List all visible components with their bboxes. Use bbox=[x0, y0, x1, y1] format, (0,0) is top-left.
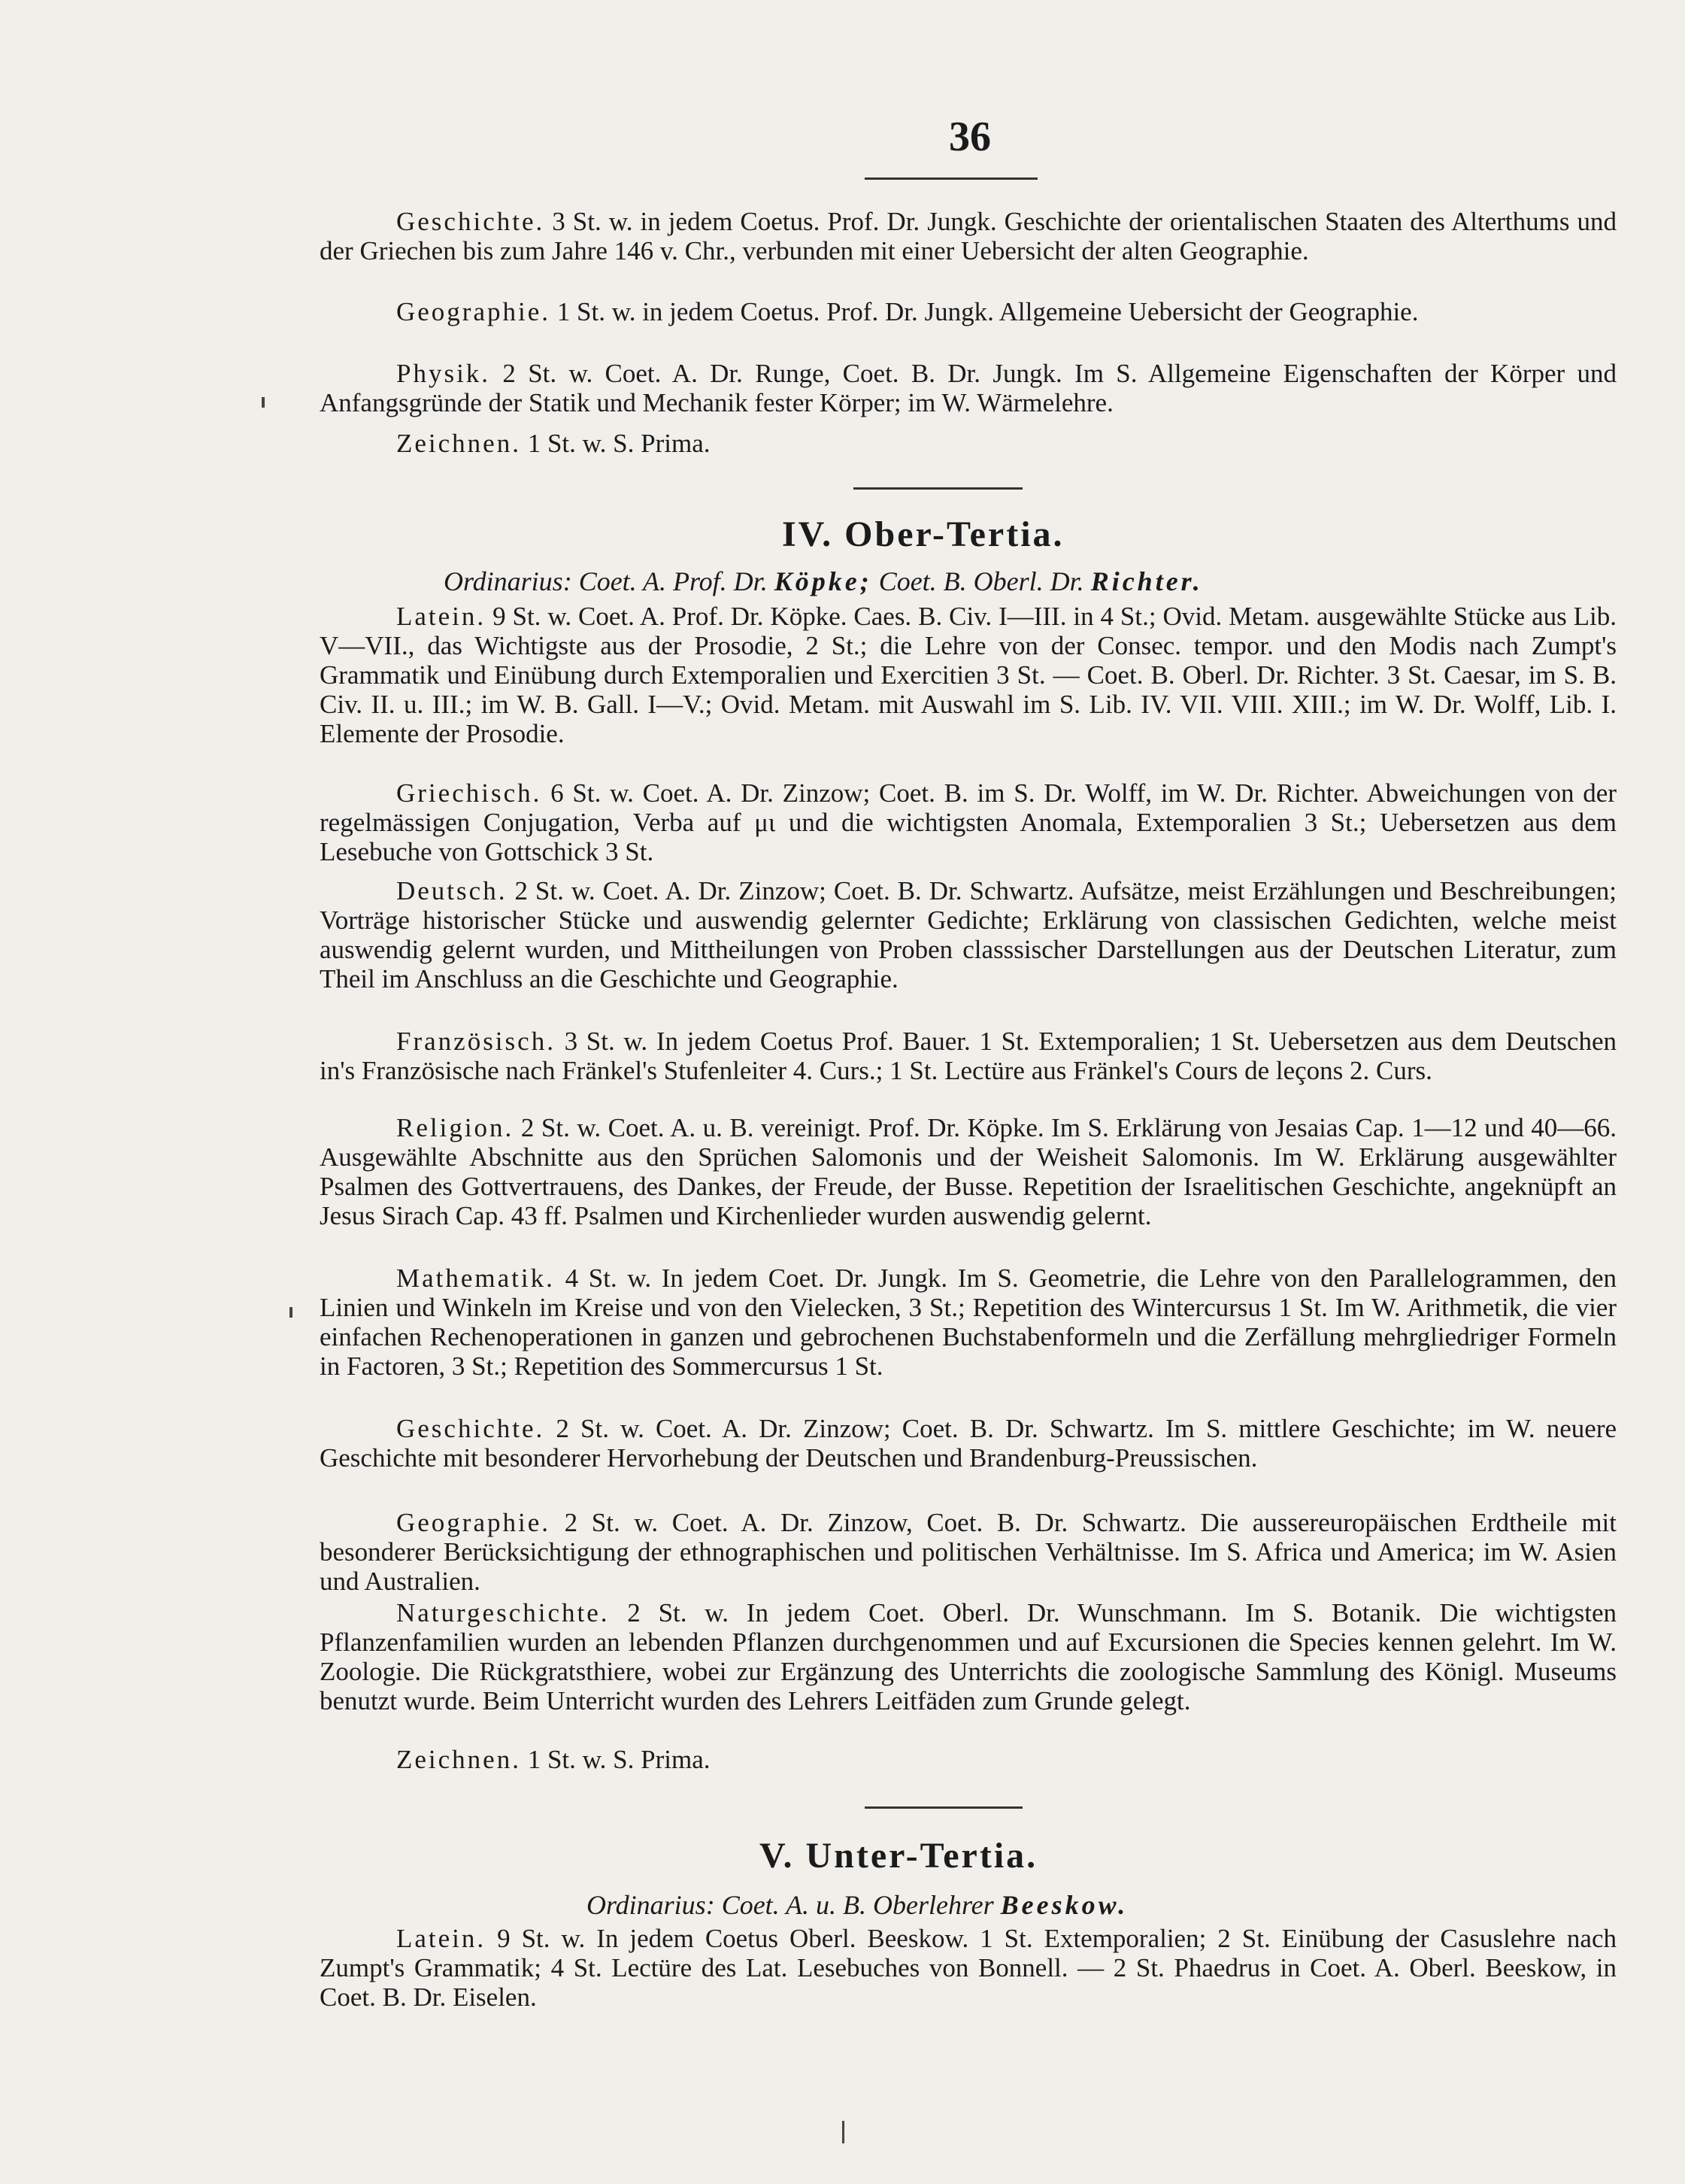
paragraph-zeichnen bbox=[320, 1745, 1617, 1774]
subject-lead: Französisch. bbox=[396, 1027, 556, 1056]
subject-lead: Latein. bbox=[396, 602, 486, 631]
subject-text: 2 St. w. Coet. A. u. B. vereinigt. Prof. Dr. Köpke. Im S. Erklärung von Jesaias Cap. 1—12 und 40—66. Ausgewählte Abschnitte aus den Sprüchen Salomonis und der Weisheit Salomonis. Im W. Erklärung ausgewählter Psalmen des Gottvertrauens, des Dankes, der Freude, der Busse. Repetition der Israelitischen Geschichte, angeknüpft an Jesus Sirach Cap. 43 ff. Psalmen und Kirchenlieder wurden auswendig gelernt. bbox=[320, 1113, 1617, 1230]
paragraph-latein-v bbox=[320, 1924, 1617, 2012]
page-number-rule bbox=[865, 177, 1038, 180]
subject-lead: Mathematik. bbox=[396, 1263, 555, 1293]
paragraph-franzoesisch bbox=[320, 1027, 1617, 1085]
subject-text: 2 St. w. Coet. A. Dr. Zinzow; Coet. B. Dr. Schwartz. Im S. mittlere Geschichte; im W. neuere Geschichte mit besonderer Hervorhebung der Deutschen und Brandenburg-Preussischen. bbox=[320, 1414, 1617, 1473]
paragraph-geographie bbox=[320, 1508, 1617, 1596]
subject-lead: Deutsch. bbox=[396, 876, 508, 905]
paragraph-zeichnen-top bbox=[320, 429, 1617, 458]
ordinarius-text: Coet. A. u. B. Oberlehrer bbox=[721, 1890, 994, 1920]
subject-text: 9 St. w. In jedem Coetus Oberl. Beeskow. 1 St. Extemporalien; 2 St. Einübung der Casuslehre nach Zumpt's Grammatik; 4 St. Lectüre des Lat. Lesebuches von Bonnell. — 2 St. Phaedrus in Coet. A. Oberl. Beeskow, in Coet. B. Dr. Eiselen. bbox=[320, 1924, 1617, 2012]
subject-lead: Religion. bbox=[396, 1113, 514, 1142]
ordinarius-coet-b: Coet. B. Oberl. Dr. bbox=[878, 566, 1084, 596]
subject-text: 1 St. w. in jedem Coetus. Prof. Dr. Jungk. Allgemeine Uebersicht der Geographie. bbox=[556, 297, 1419, 326]
subject-text: 9 St. w. Coet. A. Prof. Dr. Köpke. Caes. B. Civ. I—III. in 4 St.; Ovid. Metam. ausgewählte Stücke aus Lib. V—VII., das Wichtigste aus der Prosodie, 2 St.; die Lehre von der Consec. tempor. und den Modis nach Zumpt's Grammatik und Einübung durch Extemporalien und Exercitien 3 St. — Coet. B. Oberl. Dr. Richter. 3 St. Caesar, im S. B. Civ. II. u. III.; im W. B. Gall. I—V.; Ovid. Metam. mit Auswahl im S. Lib. IV. VII. VIII. XIII.; im W. Dr. Wolff, Lib. I. Elemente der Prosodie. bbox=[320, 602, 1617, 748]
paragraph-religion bbox=[320, 1113, 1617, 1230]
scan-speck bbox=[842, 2121, 844, 2143]
paragraph-naturgeschichte bbox=[320, 1598, 1617, 1715]
subject-text: 3 St. w. In jedem Coetus Prof. Bauer. 1 St. Extemporalien; 1 St. Uebersetzen aus dem Deutschen in's Französische nach Fränkel's Stufenleiter 4. Curs.; 1 St. Lectüre aus Fränkel's Cours de leçons 2. Curs. bbox=[320, 1027, 1617, 1085]
paragraph-latein bbox=[320, 602, 1617, 748]
subject-text: 3 St. w. in jedem Coetus. Prof. Dr. Jungk. Geschichte der orientalischen Staaten des Alterthums und der Griechen bis zum Jahre 146 v. Chr., verbunden mit einer Uebersicht der alten Geographie. bbox=[320, 207, 1617, 265]
subject-text: 2 St. w. Coet. A. Dr. Zinzow; Coet. B. Dr. Schwartz. Aufsätze, meist Erzählungen und Beschreibungen; Vorträge historischer Stücke und auswendig gelernter Gedichte; Erklärung von classischen Gedichten, welche meist auswendig gelernt wurden, und Mittheilungen von Proben classsischer Darstellungen aus der Deutschen Literatur, zum Theil im Anschluss an die Geschichte und Geographie. bbox=[320, 876, 1617, 993]
subject-lead: Griechisch. bbox=[396, 778, 542, 808]
ordinarius-v bbox=[586, 1889, 1128, 1921]
subject-lead: Zeichnen. bbox=[396, 429, 521, 458]
section-title-v: V. Unter-Tertia. bbox=[759, 1836, 1038, 1876]
ordinarius-label: Ordinarius: bbox=[586, 1890, 715, 1920]
paragraph-physik-top bbox=[320, 359, 1617, 417]
subject-text: 2 St. w. Coet. A. Dr. Runge, Coet. B. Dr. Jungk. Im S. Allgemeine Eigenschaften der Körper und Anfangsgründe der Statik und Mechanik fester Körper; im W. Wärmelehre. bbox=[320, 359, 1617, 417]
subject-lead: Zeichnen. bbox=[396, 1745, 521, 1774]
paragraph-deutsch bbox=[320, 876, 1617, 993]
subject-lead: Geschichte. bbox=[396, 1414, 545, 1443]
paragraph-geschichte bbox=[320, 1414, 1617, 1473]
ordinarius-name-a: Köpke; bbox=[774, 566, 872, 596]
section-divider bbox=[853, 487, 1023, 490]
subject-lead: Latein. bbox=[396, 1924, 486, 1953]
paragraph-griechisch bbox=[320, 778, 1617, 866]
section-divider bbox=[865, 1806, 1023, 1809]
scan-speck bbox=[262, 397, 265, 408]
subject-text: 1 St. w. S. Prima. bbox=[527, 1745, 711, 1774]
subject-lead: Geschichte. bbox=[396, 207, 545, 236]
paragraph-mathematik bbox=[320, 1263, 1617, 1381]
paragraph-geschichte-top bbox=[320, 207, 1617, 265]
scan-speck bbox=[289, 1307, 292, 1318]
ordinarius-coet-a: Coet. A. Prof. Dr. bbox=[578, 566, 768, 596]
subject-lead: Naturgeschichte. bbox=[396, 1598, 610, 1627]
page-number: 36 bbox=[949, 114, 991, 160]
subject-text: 4 St. w. In jedem Coet. Dr. Jungk. Im S. Geometrie, die Lehre von den Parallelogrammen, den Linien und Winkeln im Kreise und von den Vielecken, 3 St.; Repetition des Wintercursus 1 St. Im W. Arithmetik, die vier einfachen Rechenoperationen in ganzen und gebrochenen Buchstabenformeln und die Zerfällung mehrgliedriger Formeln in Factoren, 3 St.; Repetition des Sommercursus 1 St. bbox=[320, 1263, 1617, 1381]
ordinarius-iv bbox=[444, 566, 1203, 597]
ordinarius-name-b: Richter. bbox=[1090, 566, 1203, 596]
subject-lead: Geographie. bbox=[396, 297, 551, 326]
paragraph-geographie-top bbox=[320, 297, 1617, 326]
ordinarius-name: Beeskow. bbox=[1000, 1890, 1129, 1920]
subject-text: 2 St. w. In jedem Coet. Oberl. Dr. Wunschmann. Im S. Botanik. Die wichtigsten Pflanzenfamilien wurden an lebenden Pflanzen durchgenommen und auf Excursionen die Species kennen gelehrt. Im W. Zoologie. Die Rückgratsthiere, wobei zur Ergänzung des Unterrichts die zoologische Sammlung des Königl. Museums benutzt wurde. Beim Unterricht wurden des Lehrers Leitfäden zum Grunde gelegt. bbox=[320, 1598, 1617, 1715]
ordinarius-label: Ordinarius: bbox=[444, 566, 572, 596]
subject-text: 6 St. w. Coet. A. Dr. Zinzow; Coet. B. im S. Dr. Wolff, im W. Dr. Richter. Abweichungen von der regelmässigen Conjugation, Verba auf μι und die wichtigsten Anomala, Extemporalien 3 St.; Uebersetzen aus dem Lesebuche von Gottschick 3 St. bbox=[320, 778, 1617, 866]
subject-lead: Geographie. bbox=[396, 1508, 551, 1537]
subject-text: 1 St. w. S. Prima. bbox=[527, 429, 711, 458]
subject-lead: Physik. bbox=[396, 359, 491, 388]
subject-text: 2 St. w. Coet. A. Dr. Zinzow, Coet. B. Dr. Schwartz. Die aussereuropäischen Erdtheile mit besonderer Berücksichtigung der ethnographischen und politischen Verhältnisse. Im S. Africa und America; im W. Asien und Australien. bbox=[320, 1508, 1617, 1596]
section-title-iv: IV. Ober-Tertia. bbox=[782, 514, 1065, 554]
